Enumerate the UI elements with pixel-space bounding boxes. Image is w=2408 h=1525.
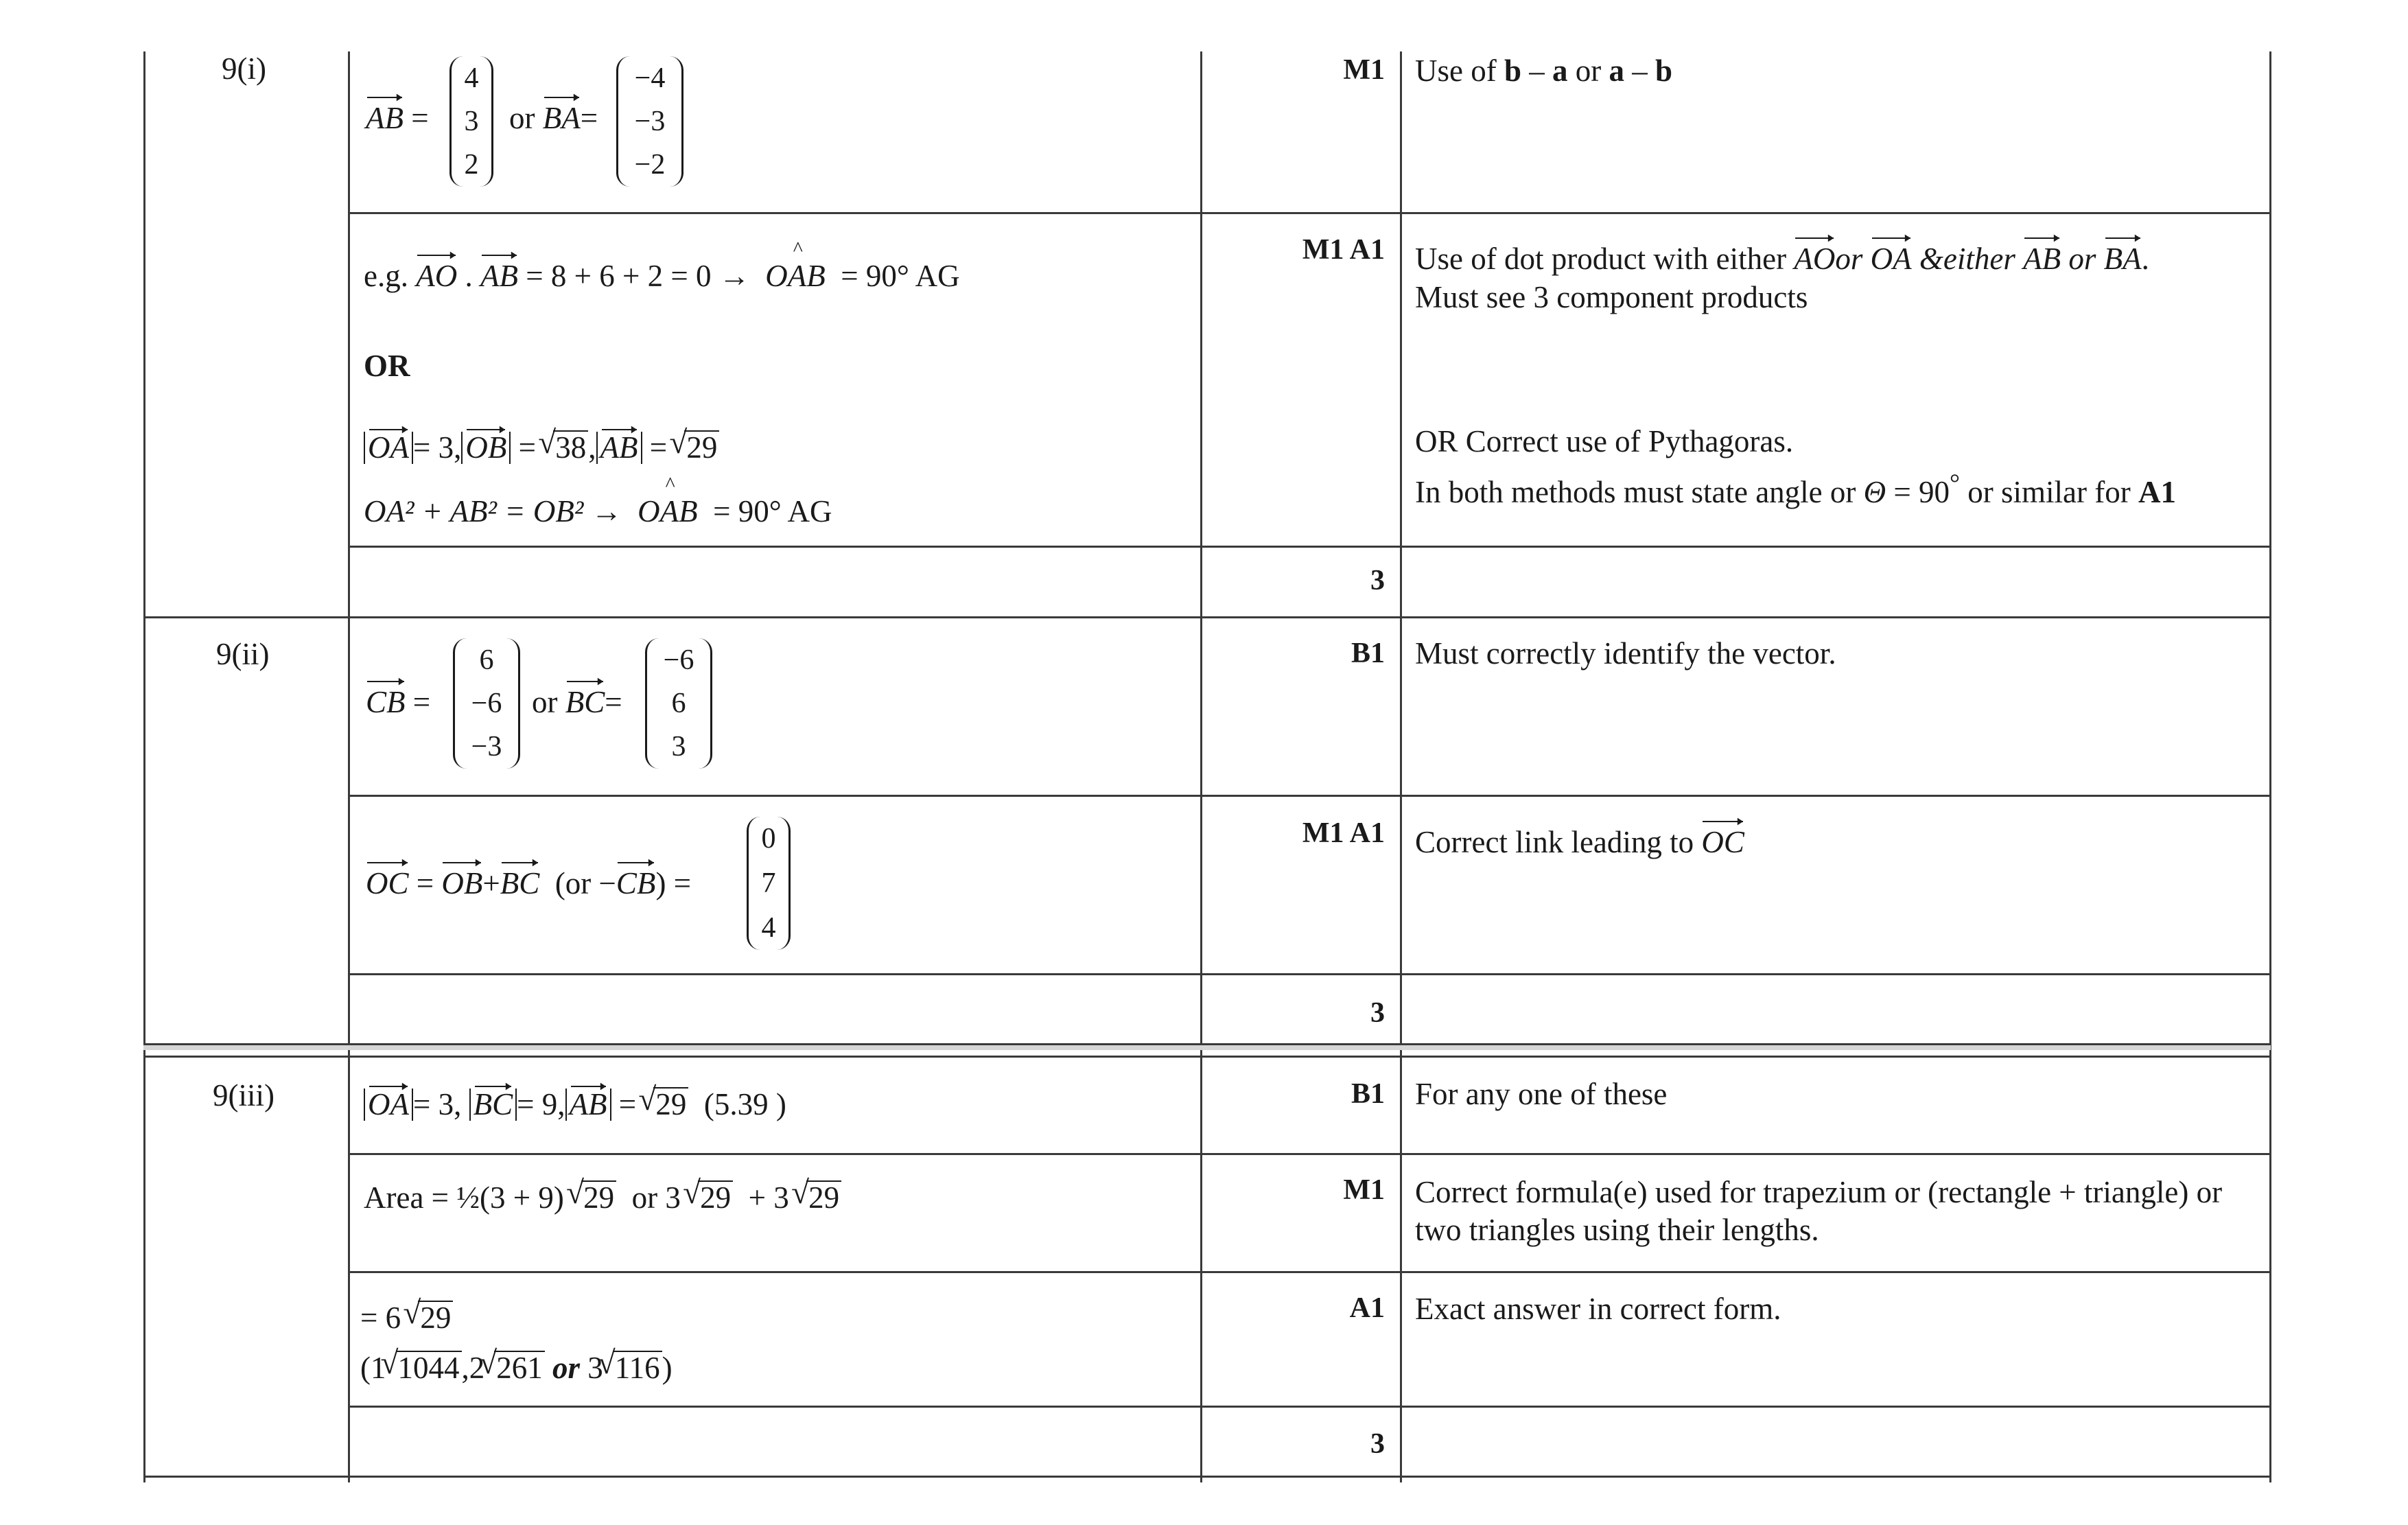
section-separator [143,1045,2271,1050]
column-vector-ba: −4 −3 −2 [616,56,683,187]
col-line-4 [1400,51,1402,1482]
guidance-comment: Must see 3 component products [1415,280,1808,314]
answer-vector-cb: CB = [366,685,431,719]
answer-vector-ab: AB = [366,101,429,135]
pythagoras-working: OA² + AB² = OB² → OA ^B = 90° AG [364,493,832,530]
guidance-comment: Must correctly identify the vector. [1415,636,1836,671]
mark-allocation: M1 A1 [1302,234,1385,266]
answer-vector-bc: or BC= [532,685,622,719]
col-line-3 [1200,51,1202,1482]
column-vector-bc: −6 6 3 [645,638,712,769]
total-marks: 3 [1370,1428,1385,1460]
alternative-method-label: OR [364,349,410,383]
mark-allocation: M1 [1343,54,1385,86]
row-line-1 [348,212,2271,214]
total-marks: 3 [1370,565,1385,596]
column-vector-cb: 6 −6 −3 [453,638,520,769]
mark-allocation: M1 A1 [1302,817,1385,849]
row-line-4 [348,795,2271,797]
guidance-comment: For any one of these [1415,1077,1668,1111]
row-line-2 [348,546,2271,548]
guidance-comment: Correct formula(e) used for trapezium or (rectangle + triangle) or [1415,1175,2223,1209]
row-line-10 [348,1406,2271,1408]
question-label: 9(iii) [213,1078,274,1113]
guidance-comment: Correct link leading to OC [1415,825,1744,859]
total-marks: 3 [1370,997,1385,1029]
row-line-9 [348,1271,2271,1273]
column-vector-oc: 0 7 4 [747,817,791,950]
row-line-6 [143,1043,2271,1045]
mark-allocation: M1 [1343,1174,1385,1206]
guidance-comment: Use of b – a or a – b [1415,54,1673,88]
column-vector-ab: 4 3 2 [449,56,493,187]
question-label: 9(i) [222,51,266,86]
guidance-comment: In both methods must state angle or Θ = 90° or similar for A1 [1415,469,2176,509]
row-line-8 [348,1153,2271,1155]
area-working: Area = ½(3 + 9) √ 29 or 3 √ 29 + 3 √ 29 [364,1179,841,1216]
magnitudes-working: OA = 3, BC = 9, AB = √ 29 (5.39 ) [364,1086,786,1123]
mark-allocation: A1 [1349,1292,1385,1324]
col-line-2 [348,51,350,1482]
answer-vector-ba: or BA= [509,101,598,135]
row-line-bottom [143,1476,2271,1478]
mark-allocation: B1 [1351,638,1385,669]
oc-working: OC = OB+BC (or −CB) = [366,866,692,900]
magnitudes-working: OA = 3, OB = √ 38, AB = √ 29 [364,429,719,466]
col-line-left [143,51,145,1482]
dot-product-working: e.g. AO . AB = 8 + 6 + 2 = 0 → OA ^B = 90° AG [364,257,960,294]
guidance-comment: two triangles using their lengths. [1415,1213,1819,1247]
row-line-3 [143,616,2271,618]
question-label: 9(ii) [216,637,270,671]
col-line-right [2269,51,2271,1482]
exact-answer: = 6 √ 29 [360,1299,453,1336]
guidance-comment: OR Correct use of Pythagoras. [1415,424,1794,458]
equivalent-answers: (1√ 1044,2√ 261 or 3√ 116) [360,1349,673,1386]
guidance-comment: Exact answer in correct form. [1415,1292,1781,1326]
mark-allocation: B1 [1351,1078,1385,1110]
row-line-7 [143,1056,2271,1058]
guidance-comment: Use of dot product with either AOor OA &either AB or BA. [1415,242,2149,276]
row-line-5 [348,973,2271,975]
